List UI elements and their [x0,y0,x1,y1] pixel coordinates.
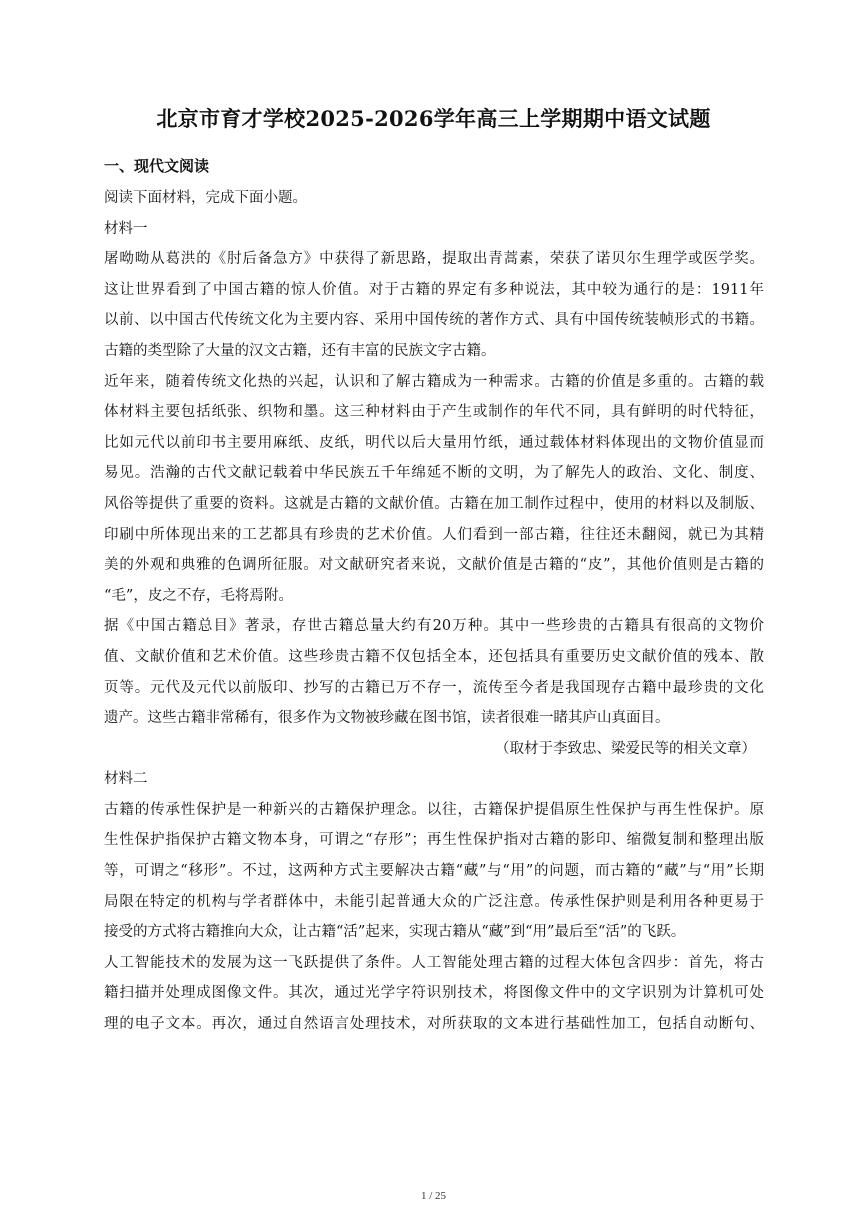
paragraph-line: 籍扫描并处理成图像文件。其次，通过光学字符识别技术，将图像文件中的文字识别为计算机可处 [104,985,764,1002]
paragraph-line: 以前、以中国古代传统文化为主要内容、采用中国传统的著作方式、具有中国传统装帧形式的书籍。 [104,312,764,329]
page-title: 北京市育才学校2025-2026学年高三上学期期中语文试题 [156,106,711,131]
instruction-text: 阅读下面材料，完成下面小题。 [104,190,307,206]
paragraph-line: 遗产。这些古籍非常稀有，很多作为文物被珍藏在图书馆，读者很难一睹其庐山真面目。 [104,710,670,727]
paragraph-line: 接受的方式将古籍推向大众，让古籍“活”起来，实现古籍从“藏”到“用”最后至“活”的飞跃。 [104,924,686,941]
paragraph-line: 人工智能技术的发展为这一飞跃提供了条件。人工智能处理古籍的过程大体包含四步：首先，将古 [104,954,764,971]
paragraph-line: 生性保护指保护古籍文物本身，可谓之“存形”；再生性保护指对古籍的影印、缩微复制和整理出版 [104,832,764,849]
paragraph-line: 局限在特定的机构与学者群体中，未能引起普通大众的广泛注意。传承性保护则是利用各种更易于 [104,893,764,910]
paragraph-line: 据《中国古籍总目》著录，存世古籍总量大约有20万种。其中一些珍贵的古籍具有很高的文物价 [104,618,764,635]
page-indicator: 1 / 25 [420,1190,447,1202]
paragraph-line: 易见。浩瀚的古代文献记载着中华民族五千年绵延不断的文明，为了解先人的政治、文化、制度、 [104,465,764,482]
paragraph-line: 这让世界看到了中国古籍的惊人价值。对于古籍的界定有多种说法，其中较为通行的是：1911年 [104,281,764,298]
paragraph-line: 比如元代以前印书主要用麻纸、皮纸，明代以后大量用竹纸，通过载体材料体现出的文物价值显而 [104,434,764,451]
paragraph-line: 体材料主要包括纸张、织物和墨。这三种材料由于产生或制作的年代不同，具有鲜明的时代特征， [104,404,764,421]
section-heading: 一、现代文阅读 [104,157,210,175]
paragraph-line: 古籍的传承性保护是一种新兴的古籍保护理念。以往，古籍保护提倡原生性保护与再生性保护。原 [104,801,764,818]
material2-label: 材料二 [104,771,148,788]
paragraph-line: 美的外观和典雅的色调所征服。对文献研究者来说，文献价值是古籍的“皮”，其他价值则是古籍的 [104,557,764,574]
paragraph-line: 屠呦呦从葛洪的《肘后备急方》中获得了新思路，提取出青蒿素，荣获了诺贝尔生理学或医学奖。 [104,251,764,268]
paragraph-line: 理的电子文本。再次，通过自然语言处理技术，对所获取的文本进行基础性加工，包括自动断句、 [104,1016,764,1033]
paragraph-line: 近年来，随着传统文化热的兴起，认识和了解古籍成为一种需求。古籍的价值是多重的。古籍的载 [104,373,764,390]
paragraph-line: 印刷中所体现出来的工艺都具有珍贵的艺术价值。人们看到一部古籍，往往还未翻阅，就已为其精 [104,526,764,543]
source-note: （取材于李致忠、梁爱民等的相关文章） [495,740,756,757]
material1-label: 材料一 [104,220,148,237]
paragraph-line: 值、文献价值和艺术价值。这些珍贵古籍不仅包括全本，还包括具有重要历史文献价值的残本、散 [104,648,764,665]
document-body [104,183,764,1040]
paragraph-line: 等，可谓之“移形”。不过，这两种方式主要解决古籍“藏”与“用”的问题，而古籍的“藏”与“用”长期 [104,863,764,880]
paragraph-line: 古籍的类型除了大量的汉文古籍，还有丰富的民族文字古籍。 [104,342,496,359]
paragraph-line: 风俗等提供了重要的资料。这就是古籍的文献价值。古籍在加工制作过程中，使用的材料以及制版、 [104,495,764,512]
paragraph-line: 页等。元代及元代以前版印、抄写的古籍已万不存一，流传至今者是我国现存古籍中最珍贵的文化 [104,679,764,696]
paragraph-line: “毛”，皮之不存，毛将焉附。 [104,587,293,604]
